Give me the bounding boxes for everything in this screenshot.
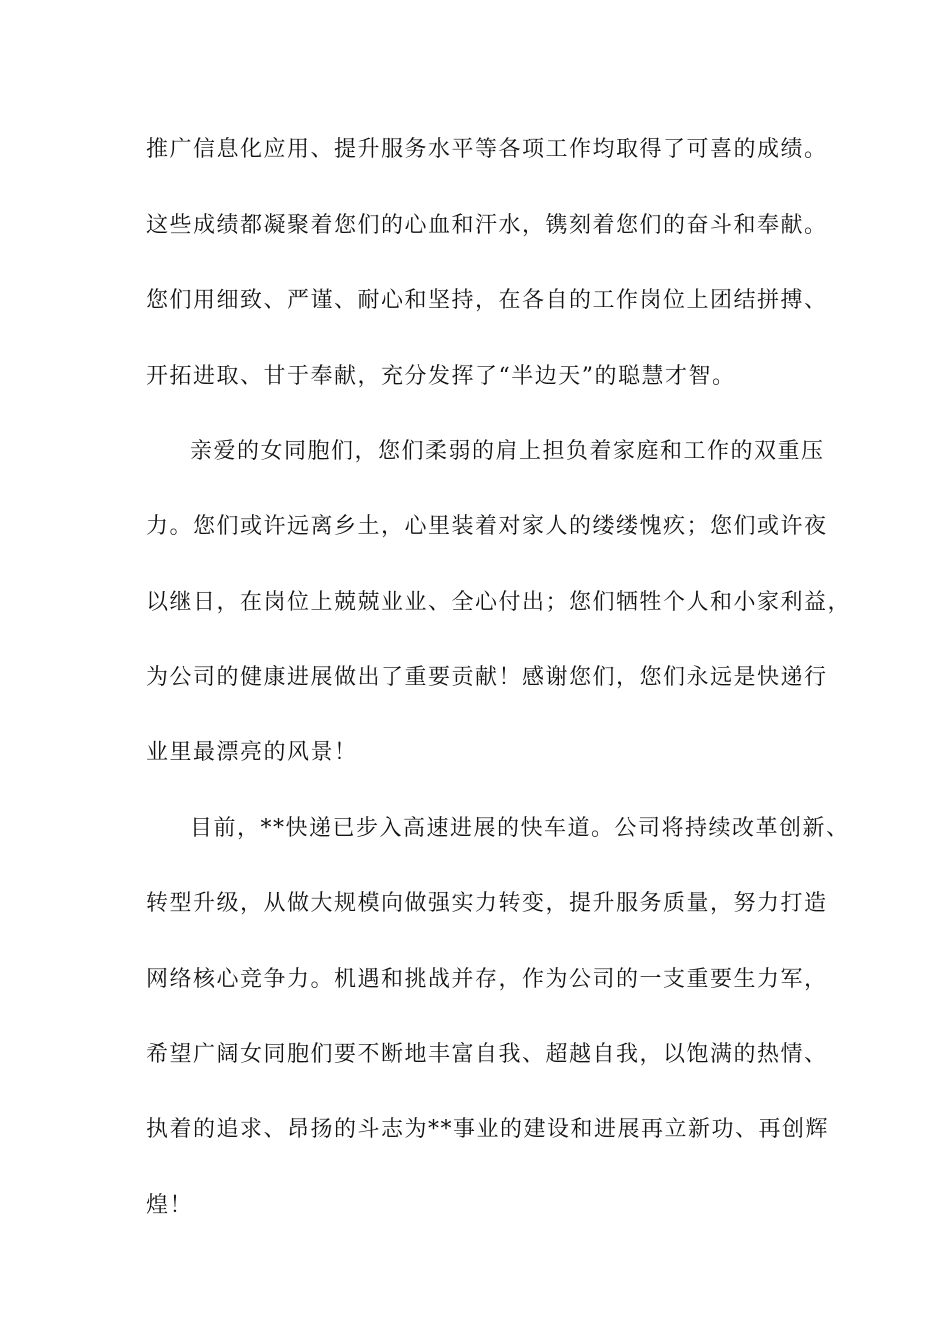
text-line: 转型升级，从做大规模向做强实力转变，提升服务质量，努力打造	[146, 891, 828, 916]
text-line: 希望广阔女同胞们要不断地丰富自我、超越自我，以饱满的热情、	[146, 1042, 828, 1067]
text-line: 开拓进取、甘于奉献，充分发挥了“半边天”的聪慧才智。	[146, 364, 736, 389]
text-line: 业里最漂亮的风景！	[146, 740, 358, 765]
text-line: 煌！	[146, 1193, 194, 1218]
text-line: 您们用细致、严谨、耐心和坚持，在各自的工作岗位上团结拼搏、	[146, 288, 828, 313]
text-line: 为公司的健康进展做出了重要贡献！感谢您们，您们永远是快递行	[146, 665, 828, 690]
paragraph-first-line: 目前，**快递已步入高速进展的快车道。公司将持续改革创新、	[190, 816, 850, 841]
paragraph-first-line: 亲爱的女同胞们，您们柔弱的肩上担负着家庭和工作的双重压	[190, 439, 825, 464]
text-line: 这些成绩都凝聚着您们的心血和汗水，镌刻着您们的奋斗和奉献。	[146, 213, 828, 238]
text-line: 以继日，在岗位上兢兢业业、全心付出；您们牺牲个人和小家利益，	[146, 590, 852, 615]
text-line: 力。您们或许远离乡土，心里装着对家人的缕缕愧疚；您们或许夜	[146, 514, 828, 539]
text-line: 网络核心竞争力。机遇和挑战并存，作为公司的一支重要生力军，	[146, 967, 828, 992]
text-line: 执着的追求、昂扬的斗志为**事业的建设和进展再立新功、再创辉	[146, 1117, 830, 1142]
text-line: 推广信息化应用、提升服务水平等各项工作均取得了可喜的成绩。	[146, 137, 828, 162]
